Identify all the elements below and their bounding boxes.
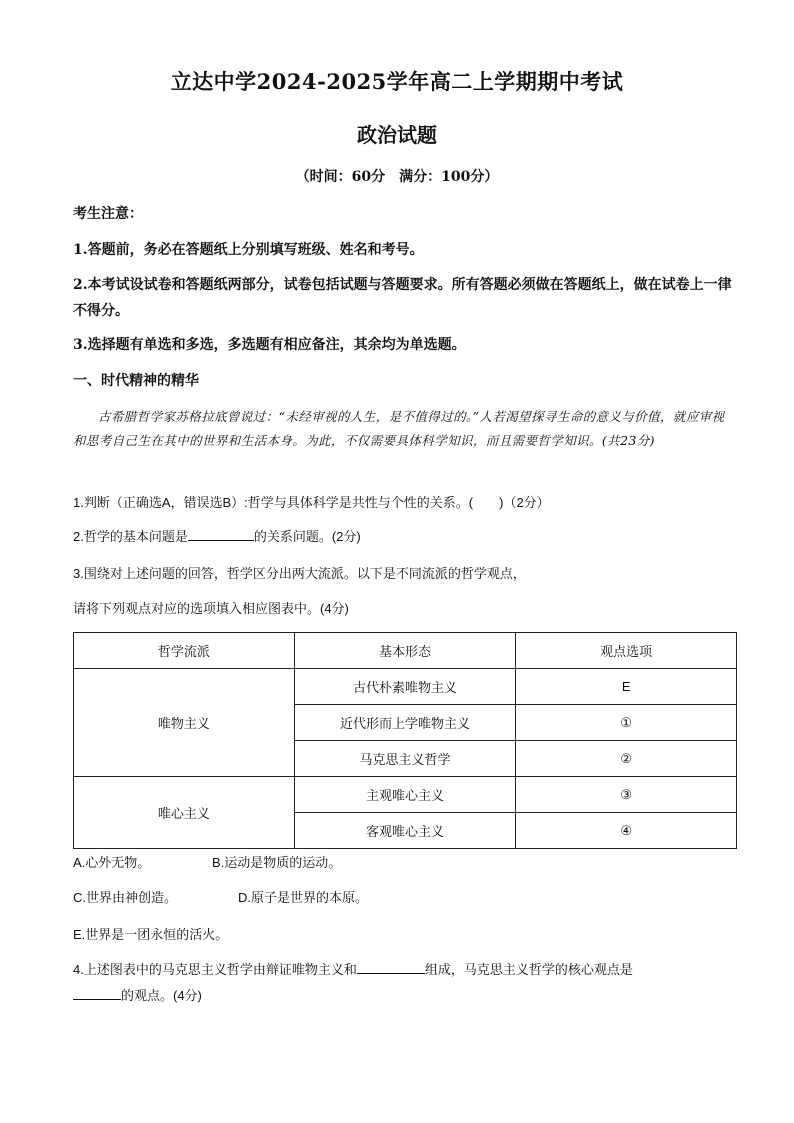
form-cell: 主观唯心主义	[294, 777, 516, 813]
question-3-line-2: 请将下列观点对应的选项填入相应图表中。(4分)	[73, 601, 349, 616]
table-row	[74, 669, 737, 705]
option-cell: ①	[516, 705, 737, 741]
option-cell: ②	[516, 741, 737, 777]
form-cell: 客观唯心主义	[294, 813, 516, 849]
question-4-text-middle: 组成，马克思主义哲学的核心观点是	[424, 962, 633, 977]
option-b: B.运动是物质的运动。	[212, 855, 342, 870]
exam-title: 立达中学2024-2025学年高二上学期期中考试	[170, 69, 624, 94]
notice-item-2: 2.本考试设试卷和答题纸两部分，试卷包括试题与答题要求。所有答题必须做在答题纸上，做在试卷上一律不得分。	[73, 277, 732, 319]
option-cell: ④	[516, 813, 737, 849]
form-cell: 近代形而上学唯物主义	[294, 705, 516, 741]
answer-blank	[73, 985, 121, 1000]
notice-item-3: 3.选择题有单选和多选，多选题有相应备注，其余均为单选题。	[73, 337, 466, 353]
notice-heading: 考生注意：	[73, 206, 143, 222]
table-header-cell: 哲学流派	[74, 633, 295, 669]
option-cell: E	[516, 669, 737, 705]
form-cell: 古代朴素唯物主义	[294, 669, 516, 705]
question-3-line-1: 3.围绕对上述问题的回答，哲学区分出两大流派。以下是不同流派的哲学观点，	[73, 566, 526, 581]
notice-item-1: 1.答题前，务必在答题纸上分别填写班级、姓名和考号。	[73, 242, 424, 258]
table-header-cell: 基本形态	[294, 633, 516, 669]
exam-time-score: （时间：60分 满分：100分）	[295, 169, 499, 185]
option-c: C.世界由神创造。	[73, 890, 178, 905]
option-d: D.原子是世界的本原。	[238, 890, 369, 905]
table-header-cell: 观点选项	[516, 633, 737, 669]
option-cell: ③	[516, 777, 737, 813]
section-heading: 一、时代精神的精华	[73, 373, 199, 389]
subject-title: 政治试题	[357, 123, 437, 147]
form-cell: 马克思主义哲学	[294, 741, 516, 777]
question-2	[73, 526, 361, 548]
school-materialism: 唯物主义	[74, 669, 295, 777]
option-a: A.心外无物。	[73, 855, 151, 870]
section-passage: 古希腊哲学家苏格拉底曾说过：“未经审视的人生，是不值得过的。”人若渴望探寻生命的意义与价值，就应审视和思考自己生在其中的世界和生活本身。为此，不仅需要具体科学知识，而且需要哲学知识。(共23分)	[73, 409, 725, 448]
question-4-text-start: 4.上述图表中的马克思主义哲学由辩证唯物主义和	[73, 962, 357, 977]
philosophy-table	[73, 632, 737, 849]
table-header-row	[74, 633, 737, 669]
question-2-text-end: 的关系问题。(2分)	[253, 529, 361, 544]
question-1: 1.判断（正确选A，错误选B）:哲学与具体科学是共性与个性的关系。( )（2分）	[73, 495, 550, 510]
question-4-line-2	[73, 985, 202, 1007]
question-2-text-start: 2.哲学的基本问题是	[73, 529, 188, 544]
question-4-text-end: 的观点。(4分)	[121, 988, 202, 1003]
answer-blank	[357, 959, 425, 974]
option-e: E.世界是一团永恒的活火。	[73, 927, 229, 942]
school-idealism: 唯心主义	[74, 777, 295, 849]
answer-blank	[188, 526, 254, 541]
question-4-line-1	[73, 959, 633, 981]
table-row	[74, 777, 737, 813]
